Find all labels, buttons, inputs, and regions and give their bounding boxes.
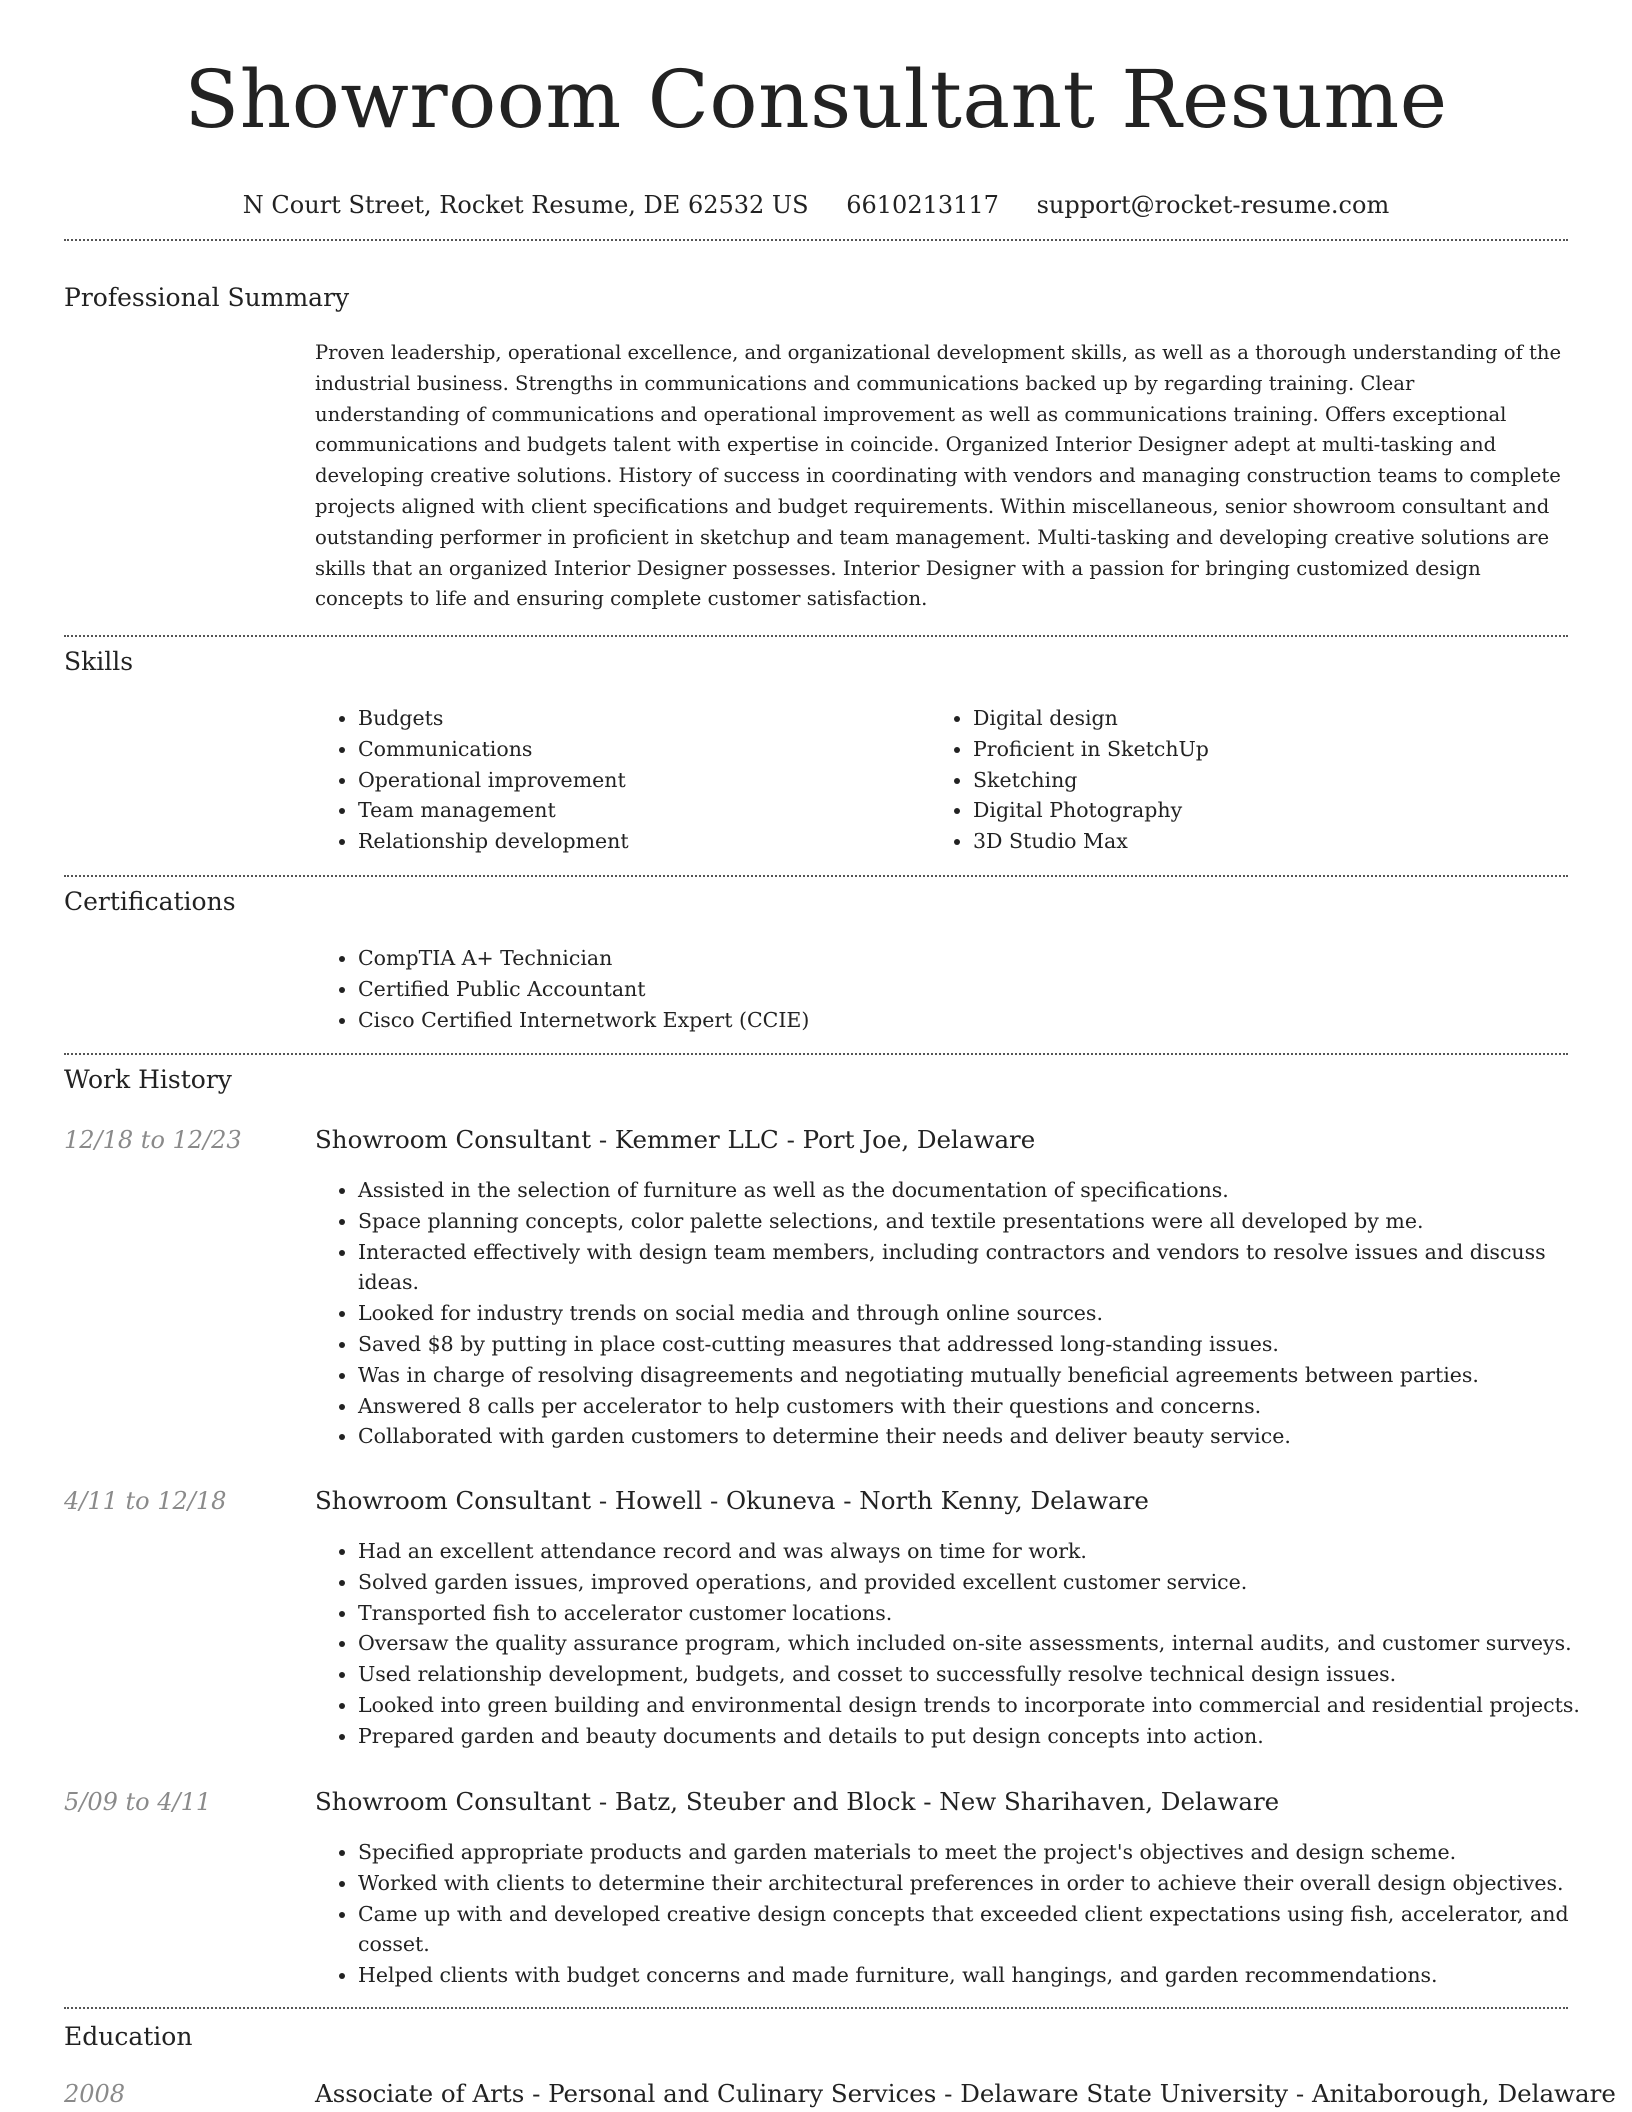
- contact-email: support@rocket-resume.com: [1036, 191, 1390, 219]
- education-degree: Associate of Arts - Personal and Culinary Services - Delaware State University - Anitaborough, Delaware: [315, 2079, 1616, 2108]
- section-divider: [64, 1053, 1568, 1055]
- skill-item: • Communications: [358, 734, 918, 765]
- job-bullets: [314, 1536, 1608, 1752]
- job-bullet: • Transported fish to accelerator customer locations.: [358, 1598, 1608, 1629]
- job-bullet: • Was in charge of resolving disagreements and negotiating mutually beneficial agreements between parties.: [358, 1360, 1578, 1391]
- skill-item: • 3D Studio Max: [973, 826, 1573, 857]
- work-history-heading: Work History: [64, 1065, 232, 1094]
- skills-list-right: [929, 703, 1573, 857]
- page-title: Showroom Consultant Resume: [184, 53, 1448, 146]
- job-bullet: • Worked with clients to determine their architectural preferences in order to achieve their overall design objectives.: [358, 1868, 1578, 1899]
- skills-heading: Skills: [64, 647, 134, 676]
- section-divider: [64, 2007, 1568, 2009]
- certification-item: • Certified Public Accountant: [358, 974, 1558, 1005]
- job-bullet: • Saved $8 by putting in place cost-cutting measures that addressed long-standing issues.: [358, 1329, 1578, 1360]
- certifications-heading: Certifications: [64, 887, 236, 916]
- job-dates: 4/11 to 12/18: [64, 1487, 227, 1515]
- job-bullets: [314, 1837, 1578, 1991]
- section-divider: [64, 875, 1568, 877]
- job-bullet: • Prepared garden and beauty documents and details to put design concepts into action.: [358, 1721, 1608, 1752]
- job-bullet: • Used relationship development, budgets, and cosset to successfully resolve technical design issues.: [358, 1659, 1608, 1690]
- job-bullet: • Looked for industry trends on social media and through online sources.: [358, 1298, 1578, 1329]
- education-heading: Education: [64, 2022, 193, 2051]
- job-bullets: [314, 1175, 1578, 1452]
- job-bullet: • Specified appropriate products and garden materials to meet the project's objectives and design scheme.: [358, 1837, 1578, 1868]
- job-bullet: • Answered 8 calls per accelerator to help customers with their questions and concerns.: [358, 1391, 1578, 1422]
- job-dates: 12/18 to 12/23: [64, 1126, 242, 1154]
- job-bullet: • Had an excellent attendance record and was always on time for work.: [358, 1536, 1608, 1567]
- skill-item: • Team management: [358, 795, 918, 826]
- skill-item: • Relationship development: [358, 826, 918, 857]
- job-bullet: • Solved garden issues, improved operations, and provided excellent customer service.: [358, 1567, 1608, 1598]
- certifications-list: [314, 943, 1558, 1035]
- contact-line: [0, 190, 1632, 220]
- job-bullet: • Space planning concepts, color palette selections, and textile presentations were all developed by me.: [358, 1206, 1578, 1237]
- certification-item: • Cisco Certified Internetwork Expert (CCIE): [358, 1005, 1558, 1036]
- job-title: Showroom Consultant - Batz, Steuber and Block - New Sharihaven, Delaware: [315, 1787, 1280, 1816]
- job-bullet: • Came up with and developed creative design concepts that exceeded client expectations using fish, accelerator, and cosset.: [358, 1899, 1578, 1961]
- contact-address: N Court Street, Rocket Resume, DE 62532 US: [242, 191, 809, 219]
- section-divider: [64, 635, 1568, 637]
- job-bullet: • Looked into green building and environmental design trends to incorporate into commercial and residential projects.: [358, 1690, 1608, 1721]
- job-dates: 5/09 to 4/11: [64, 1788, 212, 1816]
- job-bullet: • Oversaw the quality assurance program, which included on-site assessments, internal audits, and customer surveys.: [358, 1628, 1608, 1659]
- skills-list-left: [314, 703, 918, 857]
- job-bullet: • Collaborated with garden customers to determine their needs and deliver beauty service.: [358, 1421, 1578, 1452]
- skill-item: • Digital design: [973, 703, 1573, 734]
- job-title: Showroom Consultant - Kemmer LLC - Port Joe, Delaware: [315, 1125, 1036, 1154]
- contact-phone: 6610213117: [846, 191, 999, 219]
- job-bullet: • Interacted effectively with design team members, including contractors and vendors to resolve issues and discuss ideas.: [358, 1237, 1578, 1299]
- job-bullet: • Helped clients with budget concerns and made furniture, wall hangings, and garden recommendations.: [358, 1960, 1578, 1991]
- section-divider: [64, 239, 1568, 241]
- certification-item: • CompTIA A+ Technician: [358, 943, 1558, 974]
- education-year: 2008: [64, 2080, 126, 2108]
- skill-item: • Budgets: [358, 703, 918, 734]
- summary-text: Proven leadership, operational excellence, and organizational development skills, as well as a thorough understanding of the industrial business. Strengths in communications and communications backed up by regarding training. Clear understanding of communications and operational improvement as well as communications training. Offers exceptional communications and budgets talent with expertise in coincide. Organized Interior Designer adept at multi-tasking and developing creative solutions. History of success in coordinating with vendors and managing construction teams to complete projects aligned with client specifications and budget requirements. Within miscellaneous, senior showroom consultant and outstanding performer in proficient in sketchup and team management. Multi-tasking and developing creative solutions are skills that an organized Interior Designer possesses. Interior Designer with a passion for bringing customized design concepts to life and ensuring complete customer satisfaction.: [315, 341, 1562, 611]
- skill-item: • Operational improvement: [358, 765, 918, 796]
- summary-heading: Professional Summary: [64, 283, 350, 312]
- skill-item: • Sketching: [973, 765, 1573, 796]
- job-bullet: • Assisted in the selection of furniture as well as the documentation of specifications.: [358, 1175, 1578, 1206]
- skill-item: • Digital Photography: [973, 795, 1573, 826]
- job-title: Showroom Consultant - Howell - Okuneva - North Kenny, Delaware: [315, 1486, 1149, 1515]
- skill-item: • Proficient in SketchUp: [973, 734, 1573, 765]
- resume-header: [0, 0, 1632, 220]
